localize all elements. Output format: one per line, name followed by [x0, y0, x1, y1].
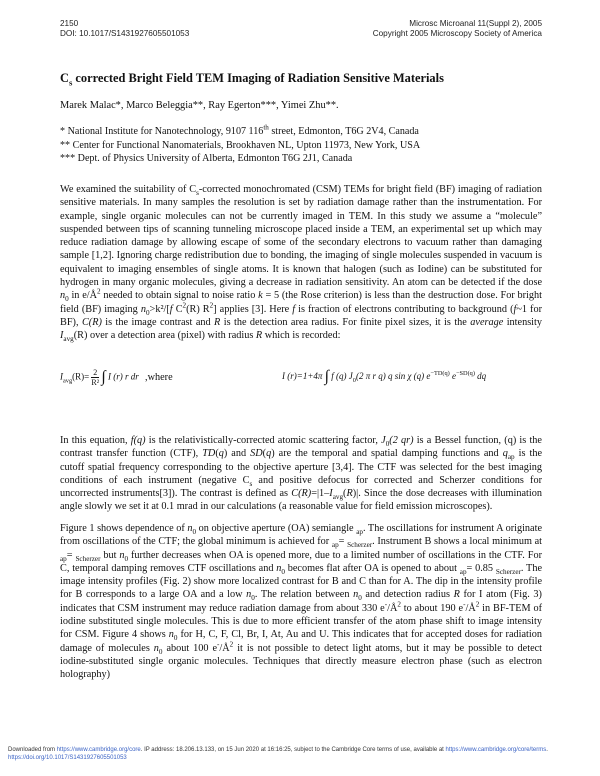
fraction: $\frac{2}{\text{R²}}$ [91, 368, 100, 387]
integral-sign: ∫ [101, 368, 106, 386]
cambridge-core-link[interactable]: https://www.cambridge.org/core [56, 747, 141, 753]
affiliation-3: *** Dept. of Physics University of Alberta, Edmonton T6G 2J1, Canada [60, 153, 353, 165]
affiliation-2: ** Center for Functional Nanomaterials, Brookhaven NL, Upton 11973, New York, USA [60, 139, 421, 151]
equation-intensity-profile: I (r)=1+4π ∫ f (q) $J_0(2$ π r q) q sin χ (q) $e^{-TD(q)}$ $e^{-SD(q)}$ dq [282, 368, 487, 385]
paragraph-equation-explanation: In this equation, f(q) is the relativistically-corrected atomic scattering factor, $J_0(2$ qr) is a Bessel function, (q) is the contrast transfer function (CTF), TD(q) and SD(q) are the temporal and spatial damping functions and $q_{ap}$ is the cutoff spatial frequency corresponding to the objective aperture [3,4]. The CTF was selected for the best imaging conditions of each instrument (negative $C_s$ and positive defocus for corrected and Scherzer conditions for uncorrected instruments[3]). The contrast is defined as $C(R)=|1-I_{avg}(R)|$. Since the dose decreases with illumination angle slowly we set it at 0.1 mrad in our calculations (a reasonable value for field emission microscopes). [60, 435, 542, 513]
terms-link[interactable]: https://www.cambridge.org/core/terms [445, 747, 547, 753]
download-footer [8, 746, 548, 762]
journal-citation: Microsc Microanal 11(Suppl 2), 2005 [409, 19, 542, 28]
footer-line-2 [8, 754, 548, 762]
footer-line-1: Downloaded from https://www.cambridge.org/core. IP address: 18.206.13.133, on 15 Jun 2020 at 16:16:25, subject to the Cambridge Core terms of use, available at https://www.cambridge.org/core/terms. [8, 747, 548, 753]
equation-average-intensity: $I_{avg}(R)=$ $\frac{2}{\text{R²}}$ ∫ I (r) r dr ,where [60, 368, 173, 387]
paper-title: $C_s$ corrected Bright Field TEM Imaging of Radiation Sensitive Materials [60, 71, 444, 88]
copyright: Copyright 2005 Microscopy Society of America [372, 29, 542, 38]
running-header-left [60, 19, 189, 39]
affiliation-1: * National Institute for Nanotechnology, 9107 116th street, Edmonton, T6G 2V4, Canada [60, 123, 419, 137]
paragraph-intro: We examined the suitability of $C_s$-corrected monochromated (CSM) TEMs for bright field (BF) imaging of radiation sensitive materials. In many samples the resolution is set by radiation damage rather than the instrumentation. For example, single organic molecules can not be currently imaged in TEM. In this study we assume a “molecule” suspended between tips of scanning tunneling microscope placed inside a TEM, an experimental set up which may reduce radiation damage by allowing escape of some of the secondary electrons to vacuum rather than damaging sample [1,2]. Ignoring charge redistribution due to bonding, the imaging of single molecules suspended in vacuum is equivalent to imaging ensembles of single atoms. It is known that halogen (such as Iodine) can be substituted for hydrogen in many organic molecules, giving a decrease in radiation sensitivity. An atom can be detected if the dose $n_0$ in $e/Å^2$ needed to obtain signal to noise ratio k = 5 (the Rose criterion) is less than the destruction dose. For bright field (BF) imaging $n_0>k^2/[f$ $C^2(R)$ $R^2$] applies [3]. Here f is fraction of electrons contributing to background (f~1 for BF), C(R) is the image contrast and R is the detection area radius. For finite pixel sizes, it is the average intensity $I_{avg}(R)$ over a detection area (pixel) with radius R which is recorded: [60, 184, 543, 344]
doi-link[interactable]: https://doi.org/10.1017/S1431927605501053 [8, 755, 127, 761]
page-number: 2150 [60, 19, 79, 28]
author-list: Marek Malac*, Marco Beleggia**, Ray Egerton***, Yimei Zhu**. [60, 100, 339, 111]
integral-sign: ∫ [324, 368, 330, 385]
paragraph-results: Figure 1 shows dependence of $n_0$ on objective aperture (OA) semiangle $_{ap}$. The oscillations for instrument A originate from oscillations of the CTF; the global minimum is achieved for $_{ap}$= $_{Scherzer}$. Instrument B shows a local minimum at $_{ap}$= $_{Scherzer}$ but $n_0$ further decreases when OA is opened more, due to a limited number of oscillations in the CTF. For C, temporal damping removes CTF oscillations and $n_0$ becomes flat after OA is opened to about $_{ap}$= 0.85 $_{Scherzer}$. The image intensity profiles (Fig. 2) show more localized contrast for B and C than for A. The dip in the intensity profile for B corresponds to a large OA and a low $n_0$. The relation between $n_0$ and detection radius R for I atom (Fig. 3) indicates that CSM instrument may reduce radiation damage from about 330 $e^-/Å^2$ to about 190 $e^-/Å^2$ in BF-TEM of iodine substituted single molecules. This is due to more efficient transfer of the atom phase shift to image intensity for CSM. Figure 4 shows $n_0$ for H, C, F, Cl, Br, I, At, Au and U. This indicates that for accepted doses for radiation damage of molecules $n_0$ about 100 $e^-/Å^2$ it is not possible to detect light atoms, but it may be possible to detect iodine-substituted single organic molecules. Techniques that directly measure electron phase (such as electron holography) [60, 523, 543, 681]
running-header-right [373, 19, 542, 39]
equations [60, 364, 542, 410]
doi: DOI: 10.1017/S1431927605501053 [60, 29, 190, 38]
affiliations [60, 125, 420, 166]
